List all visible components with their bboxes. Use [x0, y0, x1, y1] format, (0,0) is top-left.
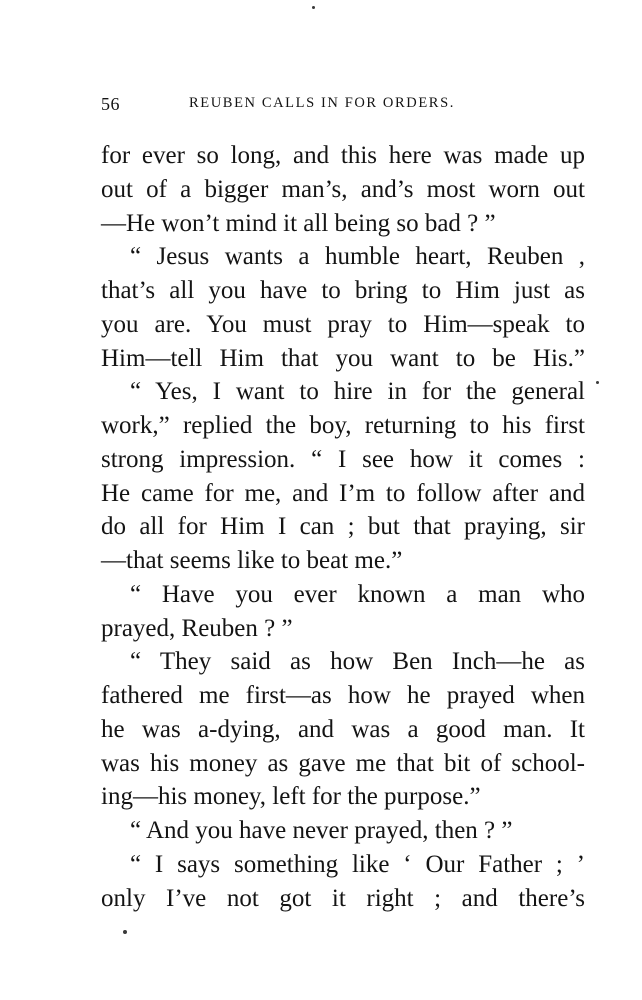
text-line: “ I says something like ‘ Our Father ; ’	[130, 851, 585, 878]
text-line: He came for me, and I’m to follow after and	[101, 480, 585, 507]
running-title: REUBEN CALLS IN FOR ORDERS.	[189, 95, 455, 111]
page-header	[101, 94, 585, 118]
text-line: “ They said as how Ben Inch—he as	[130, 648, 585, 675]
text-line: he was a-dying, and was a good man. It	[101, 716, 585, 743]
text-line: “ Have you ever known a man who	[130, 581, 585, 608]
text-line: out of a bigger man’s, and’s most worn out	[101, 176, 585, 203]
print-speck	[123, 930, 127, 934]
text-line: strong impression. “ I see how it comes :	[101, 446, 585, 473]
text-line: Him—tell Him that you want to be His.”	[101, 345, 585, 372]
text-line: fathered me first—as how he prayed when	[101, 682, 585, 709]
text-line: work,” replied the boy, returning to his first	[101, 412, 585, 439]
text-line: “ Yes, I want to hire in for the general	[130, 378, 585, 405]
print-speck	[312, 6, 315, 9]
text-line: that’s all you have to bring to Him just as	[101, 277, 585, 304]
text-line: was his money as gave me that bit of school-	[101, 750, 585, 777]
text-line: prayed, Reuben ? ”	[101, 615, 293, 642]
text-line: for ever so long, and this here was made up	[101, 142, 585, 169]
text-line: ing—his money, left for the purpose.”	[101, 783, 481, 810]
text-line: you are. You must pray to Him—speak to	[101, 311, 585, 338]
page-number: 56	[101, 94, 120, 114]
text-line: “ Jesus wants a humble heart, Reuben ,	[130, 243, 585, 270]
text-line: “ And you have never prayed, then ? ”	[130, 817, 513, 844]
print-speck	[596, 381, 599, 384]
text-line: —He won’t mind it all being so bad ? ”	[101, 210, 496, 237]
text-line: —that seems like to beat me.”	[101, 547, 403, 574]
text-line: do all for Him I can ; but that praying, sir	[101, 513, 585, 540]
text-line: only I’ve not got it right ; and there’s	[101, 885, 585, 912]
